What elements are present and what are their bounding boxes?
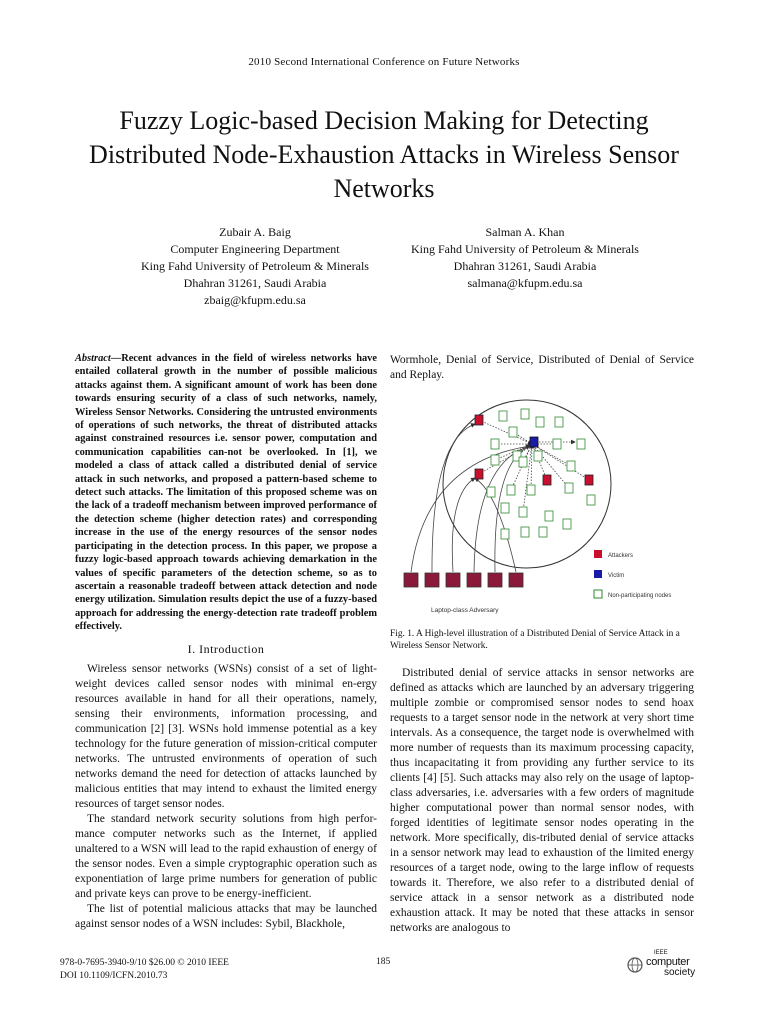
abstract-text: —Recent advances in the field of wireless networks have entailed collateral growth in the number of possible malicious attacks against them. A significant amount of work has been done towards ensuring security of a class of such networks, namely, Wireless Sensor Networks. Considering the untrusted environments of operations of such networks, the threat of distributed attacks against constrained resources i.e. sensor power, computation and communication capabilities can-not be overlooked. In [1], we modeled a class of attack called a distributed denial of service attack in such networks, and proposed a pattern-based scheme to detect such attacks. The limitation of this proposed scheme was on the lack of a tradeoff mechanism between improved performance of the detection scheme (higher detection rates) and corresponding increase in the use of the energy resources of the sensor nodes participating in the detection process. In this paper, we propose a fuzzy logic-based approach towards achieving demarkation in the values of specific parameters of the detection scheme, so as to ascertain a reasonable tradeoff between attack detection and node energy utilization. Simulation results depict the use of a fuzzy-based approach for addressing the energy-detection rate tradeoff problem effectively.: [75, 353, 377, 633]
section-heading-introduction: I. Introduction: [187, 642, 265, 656]
sensor-node: [587, 495, 595, 505]
laptop-adversary: [425, 573, 439, 587]
paragraph: Wireless sensor networks (WSNs) consist of a set of light-weight devices called sensor nodes with minimal en-ergy resources available in hand for all their operations, namely, sensing their environments, information processing, and communication [2] [3]. WSNs hold immense potential as a key technology for the future generation of mission-critical computer networks. The untrusted environments of operation of such networks demand the need for detection of attacks launched by malicious entities that may intend to exhaust the limited energy resources of target sensor nodes.: [75, 663, 377, 810]
sensor-node: [501, 503, 509, 513]
column2-top-text: [390, 353, 694, 383]
sensor-node: [555, 417, 563, 427]
sensor-node: [553, 439, 561, 449]
laptop-adversary: [509, 573, 523, 587]
sensor-node: [563, 519, 571, 529]
author-name: Salman A. Khan: [485, 225, 565, 239]
legend-victim-swatch: [594, 570, 602, 578]
sensor-node: [519, 507, 527, 517]
abstract-label: Abstract: [75, 353, 111, 364]
sensor-node: [499, 411, 507, 421]
attacker-node: [585, 475, 593, 485]
sensor-node: [507, 485, 515, 495]
paper-title: Fuzzy Logic-based Decision Making for Detecting Distributed Node-Exhaustion Attacks in Wireless Sensor Networks: [89, 106, 679, 203]
author-name: Zubair A. Baig: [219, 225, 291, 239]
sensor-node: [565, 483, 573, 493]
logo-computer-text: computer: [646, 956, 690, 968]
column2-body: [390, 666, 694, 936]
intro-column: [75, 662, 377, 932]
network-diagram: [395, 398, 705, 620]
author-email: zbaig@kfupm.edu.sa: [204, 293, 306, 307]
author-address: Dhahran 31261, Saudi Arabia: [183, 276, 327, 290]
footer-doi: DOI 10.1109/ICFN.2010.73: [60, 971, 168, 981]
paragraph: Wormhole, Denial of Service, Distributed of Denial of Service and Replay.: [390, 354, 694, 381]
ieee-computer-society-logo: [626, 950, 718, 980]
request-arrow: [531, 444, 532, 490]
legend-attacker-swatch: [594, 550, 602, 558]
sensor-node: [577, 439, 585, 449]
author-block-2: [375, 224, 675, 292]
sensor-node: [519, 457, 527, 467]
adversary-arrow: [432, 424, 475, 572]
logo-society-text: society: [664, 967, 696, 978]
legend-non-participating: Non-participating nodes: [608, 593, 672, 599]
sensor-node: [491, 455, 499, 465]
author-block-1: [105, 224, 405, 309]
author-address: Dhahran 31261, Saudi Arabia: [453, 259, 597, 273]
legend-attackers: Attackers: [608, 553, 634, 559]
footer-isbn: 978-0-7695-3940-9/10 $26.00 © 2010 IEEE: [60, 958, 229, 968]
laptop-adversary: [488, 573, 502, 587]
author-affiliation: Computer Engineering Department: [170, 242, 340, 256]
figure-ddos-illustration: [395, 398, 705, 620]
adversary-arrow: [411, 446, 530, 572]
request-arrow: [479, 420, 532, 444]
sensor-node: [501, 529, 509, 539]
laptop-adversary: [404, 573, 418, 587]
author-email: salmana@kfupm.edu.sa: [467, 276, 583, 290]
sensor-node: [539, 527, 547, 537]
attacker-node: [543, 475, 551, 485]
sensor-node: [509, 427, 517, 437]
sensor-node: [567, 461, 575, 471]
author-affiliation: King Fahd University of Petroleum & Minerals: [411, 242, 639, 256]
figure-caption: Fig. 1. A High-level illustration of a Distributed Denial of Service Attack in a Wireless Sensor Network.: [390, 629, 680, 651]
victim-node: [530, 437, 538, 447]
laptop-adversary: [467, 573, 481, 587]
conference-header: 2010 Second International Conference on Future Networks: [248, 56, 520, 68]
sensor-node: [491, 439, 499, 449]
abstract: [75, 352, 377, 634]
sensor-node: [527, 485, 535, 495]
sensor-node: [545, 511, 553, 521]
adversary-arrow: [452, 478, 475, 572]
logo-ieee-text: IEEE: [654, 950, 668, 956]
author-affiliation: King Fahd University of Petroleum & Minerals: [141, 259, 369, 273]
attacker-node: [475, 469, 483, 479]
sensor-node: [534, 451, 542, 461]
paragraph: The standard network security solutions from high perfor-mance computer networks such as the Internet, if applied unaltered to a WSN will lead to the rapid exhaustion of energy of the sensor nodes. Even a simple cryptographic operation such as exponentiation of large prime numbers for generation of public and private keys can prove to be energy-inefficient.: [75, 813, 377, 900]
sensor-node: [521, 409, 529, 419]
laptop-adversary: [446, 573, 460, 587]
sensor-node: [536, 417, 544, 427]
paragraph: Distributed denial of service attacks in sensor networks are defined as attacks which are launched by an adversary triggering multiple zombie or compromised sensor nodes to send hoax requests to a target sensor node in the network at very short time intervals. As a consequence, the target node is overwhelmed with more number of requests than its maximum processing capacity, thus incapacitating it from providing any further service to its clients [4] [5]. Such attacks may also rely on the usage of laptop-class adversaries, i.e. adversaries with a few orders of magnitude higher computational power than normal sensor nodes, with forged identities of legitimate sensor nodes operating in the network. More specifically, dis-tributed denial of service attacks in a sensor network may lead to exhaustion of the limited energy resources of a target node, owing to the large inflow of requests towards it. Therefore, we also refer to a distributed denial of service attack in a sensor network as a distributed node exhaustion attack. It may be noted that these attacks in sensor networks are analogous to: [390, 667, 694, 934]
sensor-node: [521, 527, 529, 537]
adversary-label: Laptop-class Adversary: [431, 607, 499, 614]
legend-node-swatch: [594, 590, 602, 598]
globe-icon: [626, 956, 644, 974]
footer-identifiers: [60, 957, 229, 983]
attacker-node: [475, 415, 483, 425]
legend-victim: Victim: [608, 573, 625, 579]
sensor-node: [487, 487, 495, 497]
page-number: 185: [376, 957, 391, 967]
paragraph: The list of potential malicious attacks that may be launched against sensor nodes of a WSN includes: Sybil, Blackhole,: [75, 903, 377, 930]
